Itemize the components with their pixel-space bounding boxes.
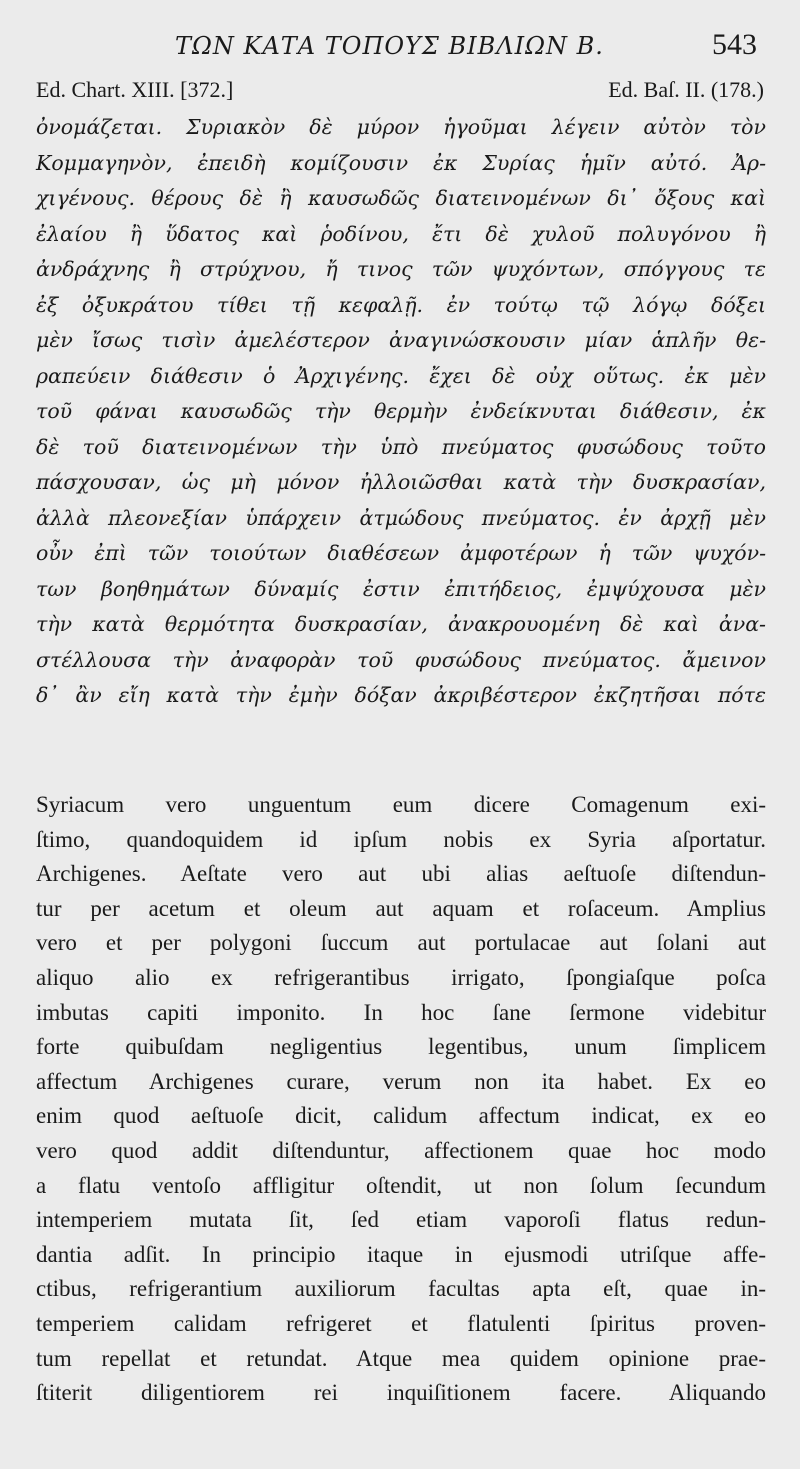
greek-line: δ᾽ ἂν εἴη κατὰ τὴν ἐμὴν δόξαν ἀκριβέστερον ἐκζητῆσαι πότε — [36, 683, 766, 707]
latin-line: affectum Archigenes curare, verum non ita habet. Ex eo — [36, 1068, 766, 1094]
latin-line: dantia adſit. In principio itaque in ejusmodi utriſque affe- — [36, 1241, 766, 1267]
greek-line: ὀνομάζεται. Συριακὸν δὲ μύρον ἡγοῦμαι λέγειν αὐτὸν τὸν — [36, 115, 766, 139]
latin-line: ſtiterit diligentiorem rei inquiſitionem facere. Aliquando — [36, 1380, 766, 1406]
latin-line: aliquo alio ex refrigerantibus irrigato, ſpongiaſque poſca — [36, 964, 766, 990]
greek-line: στέλλουσα τὴν ἀναφορὰν τοῦ φυσώδους πνεύματος. ἄμεινον — [36, 647, 766, 672]
latin-text-block — [36, 788, 766, 1411]
greek-line: ἐξ ὀξυκράτου τίθει τῇ κεφαλῇ. ἐν τούτῳ τῷ λόγῳ δόξει — [36, 292, 766, 317]
greek-line: τὴν κατὰ θερμότητα δυσκρασίαν, ἀνακρουομένη δὲ καὶ ἀνα- — [36, 612, 766, 636]
greek-line: μὲν ἴσως τισὶν ἀμελέστερον ἀναγινώσκουσιν μίαν ἁπλῆν θε- — [36, 328, 766, 352]
latin-line: a flatu ventoſo affligitur oſtendit, ut non ſolum ſecundum — [36, 1172, 766, 1198]
edition-chartier-reference: Ed. Chart. XIII. [372.] — [36, 77, 234, 102]
latin-line: temperiem calidam refrigeret et flatulenti ſpiritus proven- — [36, 1310, 766, 1336]
running-head — [0, 28, 800, 68]
latin-line: ſtimo, quandoquidem id ipſum nobis ex Syria aſportatur. — [36, 826, 766, 852]
running-title: ΤΩΝ ΚΑΤΑ ΤΟΠΟΥΣ ΒΙΒΛΙΩΝ Β. — [175, 32, 604, 60]
page-number: 543 — [712, 28, 757, 61]
latin-line: Archigenes. Aeſtate vero aut ubi alias aeſtuoſe diſtendun- — [36, 861, 766, 887]
greek-line: τοῦ φάναι καυσωδῶς τὴν θερμὴν ἐνδείκνυται διάθεσιν, ἐκ — [36, 399, 766, 423]
latin-line: intemperiem mutata ſit, ſed etiam vaporoſi flatus redun- — [36, 1207, 766, 1233]
greek-line: οὖν ἐπὶ τῶν τοιούτων διαθέσεων ἀμφοτέρων ἡ τῶν ψυχόν- — [36, 541, 766, 565]
greek-line: των βοηθημάτων δύναμίς ἐστιν ἐπιτήδειος, ἐμψύχουσα μὲν — [36, 576, 766, 601]
latin-line: forte quibuſdam negligentius legentibus, unum ſimplicem — [36, 1034, 766, 1060]
latin-line: Syriacum vero unguentum eum dicere Comagenum exi- — [36, 792, 766, 817]
edition-basel-reference: Ed. Baſ. II. (178.) — [608, 77, 764, 102]
greek-line: Κομμαγηνὸν, ἐπειδὴ κομίζουσιν ἐκ Συρίας ἡμῖν αὐτό. Ἀρ- — [36, 150, 766, 175]
greek-line: δὲ τοῦ διατεινομένων τὴν ὑπὸ πνεύματος φυσώδους τοῦτο — [36, 434, 766, 459]
greek-line: ἐλαίου ἢ ὕδατος καὶ ῥοδίνου, ἔτι δὲ χυλοῦ πολυγόνου ἢ — [36, 221, 766, 246]
greek-text-block — [36, 110, 766, 714]
latin-line: tur per acetum et oleum aut aquam et roſaceum. Amplius — [36, 895, 766, 921]
latin-line: imbutas capiti imponito. In hoc ſane ſermone videbitur — [36, 999, 766, 1025]
greek-line: ραπεύειν διάθεσιν ὁ Ἀρχιγένης. ἔχει δὲ οὐχ οὕτως. ἐκ μὲν — [36, 363, 766, 388]
latin-line: vero et per polygoni ſuccum aut portulacae aut ſolani aut — [36, 930, 766, 956]
greek-line: ἀλλὰ πλεονεξίαν ὑπάρχειν ἀτμώδους πνεύματος. ἐν ἀρχῇ μὲν — [36, 505, 766, 530]
greek-line: ἀνδράχνης ἢ στρύχνου, ἤ τινος τῶν ψυχόντων, σπόγγους τε — [36, 257, 766, 281]
latin-line: vero quod addit diſtenduntur, affectionem quae hoc modo — [36, 1137, 766, 1163]
edition-reference-line — [36, 77, 764, 107]
greek-line: πάσχουσαν, ὡς μὴ μόνον ἠλλοιῶσθαι κατὰ τὴν δυσκρασίαν, — [36, 470, 766, 494]
latin-line: enim quod aeſtuoſe dicit, calidum affectum indicat, ex eo — [36, 1103, 766, 1129]
latin-line: tum repellat et retundat. Atque mea quidem opinione prae- — [36, 1345, 766, 1371]
latin-line: ctibus, refrigerantium auxiliorum facultas apta eſt, quae in- — [36, 1276, 766, 1302]
greek-line: χιγένους. θέρους δὲ ἢ καυσωδῶς διατεινομένων δι᾽ ὄξους καὶ — [36, 186, 766, 210]
